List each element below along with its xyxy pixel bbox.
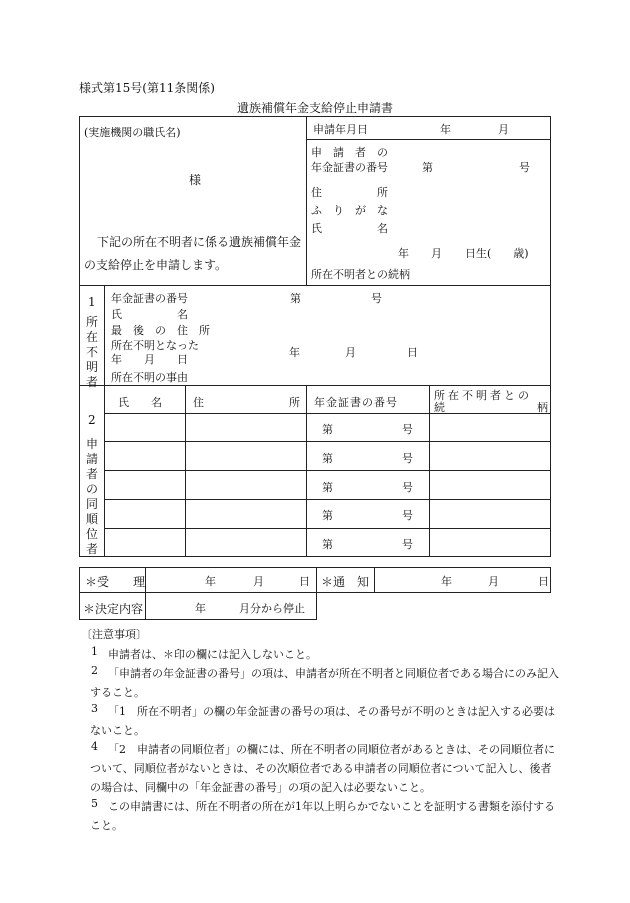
notice-month: 月 (488, 575, 499, 588)
note-3-text: 「1 所在不明者」の欄の年金証書の番号の項は、その番号が不明のときは記入する必要はないこと。 (90, 705, 555, 737)
missing-since-label-line2: 年 月 日 (111, 353, 188, 366)
col-relation-line2-left: 続 (434, 401, 445, 414)
request-text-line2: の支給停止を申請します。 (84, 258, 228, 272)
col-relation-line1: 所在不明者との (434, 389, 532, 402)
birth-suffix: 日生( 歳) (465, 247, 529, 260)
notes-heading: 〔注意事項〕 (81, 628, 147, 641)
application-date-month: 月 (498, 123, 509, 136)
missing-reason-label: 所在不明の事由 (111, 371, 188, 384)
applicant-number-suffix: 号 (519, 161, 530, 174)
application-date-year: 年 (440, 123, 451, 136)
pension-number-suffix: 号 (371, 292, 382, 305)
agency-label: (実施機関の職氏名) (84, 126, 181, 139)
note-1-text: 申請者は、＊印の欄には記入しないこと。 (108, 648, 317, 661)
note-5-number: 5 (91, 797, 98, 810)
missing-since-label-line1: 所在不明となった (111, 339, 199, 352)
receipt-year: 年 (205, 575, 216, 588)
note-2-text: 「申請者の年金証書の番号」の項は、申請者が所在不明者と同順位者である場合にのみ記入すること。 (90, 667, 559, 699)
notice-label: ＊通 知 (321, 575, 370, 589)
birth-month: 月 (431, 247, 442, 260)
note-4-number: 4 (91, 740, 98, 753)
col-name: 氏 名 (118, 396, 162, 409)
col-address-right: 所 (289, 396, 300, 409)
col-pension-number: 年金証書の番号 (314, 396, 398, 409)
relation-label: 所在不明者との続柄 (311, 268, 410, 281)
missing-since-year: 年 (289, 346, 300, 359)
missing-name-label: 氏 名 (111, 308, 188, 321)
notice-day: 日 (538, 575, 549, 588)
successor-row-2-suffix: 号 (402, 452, 413, 465)
decision-label: ＊決定内容 (83, 602, 144, 616)
col-relation-line2-right: 柄 (537, 401, 548, 414)
section-2-title: 申請者の同順位者 (85, 437, 98, 556)
successor-row-4-prefix: 第 (322, 509, 333, 522)
receipt-label: ＊受 理 (85, 575, 146, 589)
address-label: 住 所 (311, 186, 388, 199)
applicant-label-line2: 年金証書の番号 (311, 161, 388, 174)
receipt-month: 月 (253, 575, 264, 588)
applicant-number-prefix: 第 (422, 161, 433, 174)
honorific: 様 (189, 173, 202, 187)
birth-year: 年 (398, 247, 409, 260)
successor-row-1-suffix: 号 (402, 423, 413, 436)
successor-row-5-suffix: 号 (402, 538, 413, 551)
section-1-title: 所在不明者 (85, 315, 98, 389)
col-address-left: 住 (193, 396, 204, 409)
pension-number-label: 年金証書の番号 (111, 292, 188, 305)
section-1-number: 1 (88, 295, 96, 309)
form-number: 様式第15号(第11条関係) (79, 81, 215, 95)
receipt-day: 日 (299, 575, 310, 588)
note-2-number: 2 (91, 664, 98, 677)
note-4-text: 「2 申請者の同順位者」の欄には、所在不明者の同順位者があるときは、その同順位者について、同順位者がないときは、その次順位者である申請者の同順位者について記入し、後者の場合は、同欄中の「年金証書の番号」の項の記入は必要ないこと。 (90, 743, 555, 794)
successor-row-4-suffix: 号 (402, 509, 413, 522)
successor-row-3-suffix: 号 (402, 481, 413, 494)
last-address-label: 最 後 の 住 所 (111, 324, 210, 337)
successor-row-3-prefix: 第 (322, 481, 333, 494)
application-date-label: 申請年月日 (313, 123, 368, 136)
missing-since-day: 日 (407, 346, 418, 359)
pension-number-prefix: 第 (290, 292, 301, 305)
note-1-number: 1 (91, 645, 98, 658)
missing-since-month: 月 (345, 346, 356, 359)
furigana-label: ふ り が な (311, 204, 388, 217)
name-label: 氏 名 (311, 222, 388, 235)
section-2-number: 2 (88, 413, 96, 427)
form-title: 遺族補償年金支給停止申請書 (236, 101, 393, 115)
notice-year: 年 (441, 575, 452, 588)
successor-row-2-prefix: 第 (322, 452, 333, 465)
applicant-label-line1: 申 請 者 の (311, 146, 388, 159)
note-3-number: 3 (91, 702, 98, 715)
request-text-line1: 下記の所在不明者に係る遺族補償年金 (97, 235, 302, 249)
decision-year: 年 (195, 602, 206, 615)
note-5-text: この申請書には、所在不明者の所在が1年以上明らかでないことを証明する書類を添付すること。 (90, 800, 555, 832)
successor-row-1-prefix: 第 (322, 423, 333, 436)
decision-stop-from: 月分から停止 (239, 602, 305, 615)
successor-row-5-prefix: 第 (322, 538, 333, 551)
